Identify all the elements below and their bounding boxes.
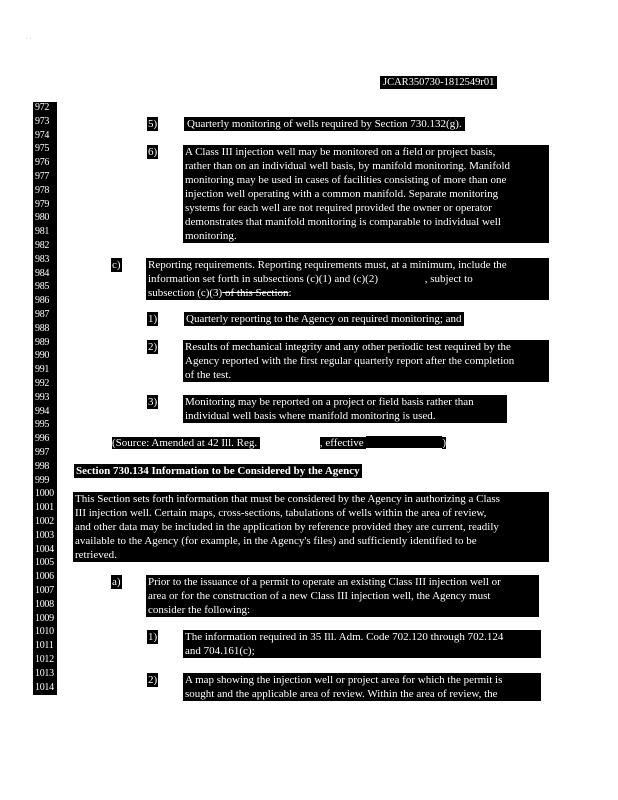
line-number: 975 [35,143,50,155]
item-a1-label: 1) [148,631,158,643]
item-c3-label: 3) [148,396,158,408]
line-number: 1012 [35,654,54,665]
line-number: 991 [35,364,50,376]
line-number: 997 [35,447,50,458]
line-number: 1005 [35,557,54,569]
item-5-text: Quarterly monitoring of wells required by Section 730.132(g). [184,117,465,131]
line-number: 980 [35,212,50,224]
line-number: 985 [35,281,50,293]
item-c3-text: Monitoring may be reported on a project or field basis rather than individual well basis where manifold monitoring is used. [183,395,507,423]
line-number: 1001 [35,502,54,514]
line-number: 995 [35,419,50,431]
item-6-text: A Class III injection well may be monitored on a field or project basis, rather than on an individual well basis, by manifold monitoring. Manifold monitoring may be used in cases of facilities consisting of more than one injection well operating with a common manifold. Separate monitoring systems for each well are not required provided the owner or operator demonstrates that manifold monitoring is comparable to individual well monitoring. [183,145,549,243]
item-a2-label: 2) [148,674,158,686]
line-number: 989 [35,336,50,348]
document-id: JCAR350730-1812549r01 [380,76,497,89]
line-number: 973 [35,115,50,127]
source-note: (Source: Amended at 42 Ill. Reg. , effective ) [112,437,447,449]
line-number: 994 [35,405,50,417]
line-number: 987 [35,309,50,320]
line-number: 981 [35,226,50,238]
item-a2-text: A map showing the injection well or project area for which the permit is sought and the applicable area of review. Within the area of review, the [183,673,541,701]
line-number: 1011 [35,640,54,652]
item-c1-label: 1) [148,313,158,325]
item-c-line-3: subsection (c)(3) of this Section: [148,287,292,299]
item-c1-text: Quarterly reporting to the Agency on required monitoring; and [186,313,462,325]
line-number: 972 [35,102,50,113]
line-number: 984 [35,267,50,279]
item-c-line-1: Reporting requirements. Reporting requirements must, at a minimum, include the [148,259,507,271]
line-number: 1003 [35,529,54,541]
line-number: 1010 [35,626,54,638]
line-number: 983 [35,253,50,265]
section-intro: This Section sets forth information that must be considered by the Agency in authorizing a Class III injection well. Certain maps, cross-sections, tabulations of wells within the area of review, and other data may be included in the application by reference provided they are current, readily available to the Agency (for example, in the Agency's files) and sufficiently identified to be retrieved. [73,492,549,562]
line-number: 974 [35,129,50,141]
item-a1-text: The information required in 35 Ill. Adm. Code 702.120 through 702.124 and 704.161(c); [183,630,541,658]
line-number: 996 [35,433,50,445]
line-number: 1009 [35,612,54,624]
line-number: 977 [35,171,50,182]
line-number: 1008 [35,598,54,610]
line-number: 998 [35,460,50,472]
item-6-label: 6) [148,146,158,158]
line-number: 1004 [35,543,54,555]
line-number: 1000 [35,488,54,500]
item-c2-label: 2) [148,341,158,353]
item-a-text: Prior to the issuance of a permit to operate an existing Class III injection well or area or for the construction of a new Class III injection well, the Agency must consider the following: [146,575,539,617]
line-number: 986 [35,295,50,307]
item-5-label: 5) [148,118,158,130]
line-number: 990 [35,350,50,362]
line-number: 999 [35,474,50,486]
line-number: 1002 [35,516,54,527]
item-a-label: a) [112,576,121,588]
line-number: 1014 [35,681,54,693]
section-heading: Section 730.134 Information to be Considered by the Agency [76,465,360,477]
line-number: 1006 [35,571,54,583]
item-c2-text: Results of mechanical integrity and any other periodic test required by the Agency reported with the first regular quarterly report after the completion of the test. [183,340,549,382]
line-number: 982 [35,240,50,251]
item-c-text [146,258,549,300]
line-number: 992 [35,378,50,389]
redaction-gap [381,272,425,282]
line-number: 1013 [35,667,54,679]
line-number: 976 [35,157,50,169]
scan-specks: · · [26,36,32,42]
line-number: 978 [35,184,50,196]
line-number: 979 [35,198,50,210]
line-number: 988 [35,322,50,334]
line-number: 993 [35,391,50,403]
item-c-label: c) [112,259,121,271]
item-c-line-2: information set forth in subsections (c)(1) and (c)(2) , subject to [148,273,473,285]
line-number: 1007 [35,585,54,596]
